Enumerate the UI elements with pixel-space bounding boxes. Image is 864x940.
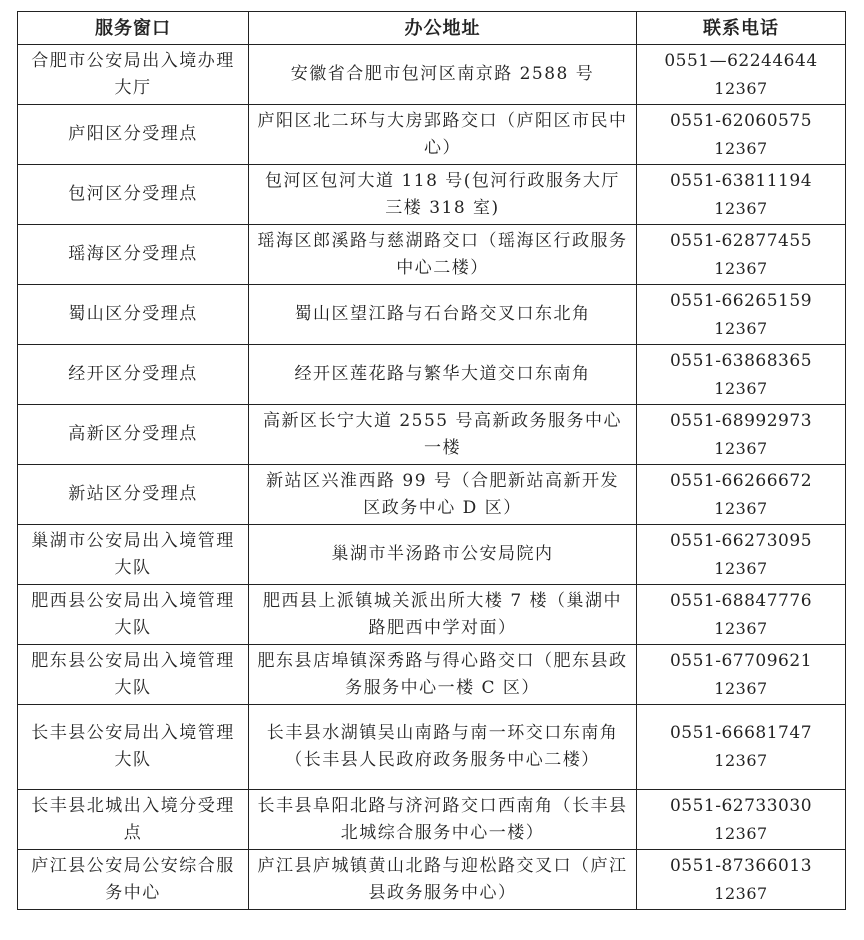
cell-address: 安徽省合肥市包河区南京路 2588 号: [249, 45, 637, 105]
hotline-number: 12367: [714, 558, 768, 578]
cell-phone: [637, 105, 846, 165]
cell-window: 长丰县公安局出入境管理大队: [18, 705, 249, 790]
cell-window: 包河区分受理点: [18, 165, 249, 225]
cell-window: 合肥市公安局出入境办理大厅: [18, 45, 249, 105]
cell-address: 经开区莲花路与繁华大道交口东南角: [249, 345, 637, 405]
cell-address: 庐阳区北二环与大房郢路交口（庐阳区市民中心）: [249, 105, 637, 165]
hotline-number: 12367: [714, 883, 768, 903]
cell-window: 高新区分受理点: [18, 405, 249, 465]
cell-address: 肥东县店埠镇深秀路与得心路交口（肥东县政务服务中心一楼 C 区）: [249, 645, 637, 705]
table-row: [18, 585, 846, 645]
table-row: [18, 405, 846, 465]
table-row: [18, 790, 846, 850]
phone-number: 0551-63868365: [669, 350, 813, 371]
cell-phone: [637, 850, 846, 910]
cell-address: 瑶海区郎溪路与慈湖路交口（瑶海区行政服务中心二楼）: [249, 225, 637, 285]
cell-address: 巢湖市半汤路市公安局院内: [249, 525, 637, 585]
cell-address: 长丰县阜阳北路与济河路交口西南角（长丰县北城综合服务中心一楼）: [249, 790, 637, 850]
table-row: [18, 465, 846, 525]
phone-number: 0551-62877455: [669, 230, 813, 251]
header-address: 办公地址: [249, 12, 637, 45]
cell-phone: [637, 405, 846, 465]
hotline-number: 12367: [714, 618, 768, 638]
phone-number: 0551-66265159: [669, 290, 813, 311]
table-row: [18, 285, 846, 345]
phone-number: 0551-62060575: [669, 110, 813, 131]
table-row: [18, 850, 846, 910]
header-row: [18, 12, 846, 45]
cell-window: 经开区分受理点: [18, 345, 249, 405]
cell-phone: [637, 585, 846, 645]
hotline-number: 12367: [714, 438, 768, 458]
table-row: [18, 705, 846, 790]
cell-phone: [637, 45, 846, 105]
table-row: [18, 525, 846, 585]
table-row: [18, 165, 846, 225]
table-row: [18, 345, 846, 405]
cell-phone: [637, 525, 846, 585]
phone-number: 0551-63811194: [669, 170, 813, 191]
cell-address: 新站区兴淮西路 99 号（合肥新站高新开发区政务中心 D 区）: [249, 465, 637, 525]
cell-phone: [637, 465, 846, 525]
phone-number: 0551—62244644: [664, 50, 818, 71]
phone-number: 0551-87366013: [669, 855, 813, 876]
hotline-number: 12367: [714, 378, 768, 398]
cell-address: 蜀山区望江路与石台路交叉口东北角: [249, 285, 637, 345]
phone-number: 0551-68992973: [669, 410, 813, 431]
cell-phone: [637, 790, 846, 850]
hotline-number: 12367: [714, 198, 768, 218]
table-row: [18, 225, 846, 285]
phone-number: 0551-62733030: [669, 795, 813, 816]
hotline-number: 12367: [714, 138, 768, 158]
cell-phone: [637, 165, 846, 225]
cell-phone: [637, 345, 846, 405]
table-row: [18, 645, 846, 705]
header-window: 服务窗口: [18, 12, 249, 45]
phone-number: 0551-66681747: [669, 723, 813, 743]
hotline-number: 12367: [714, 258, 768, 278]
hotline-number: 12367: [714, 78, 768, 98]
cell-address: 包河区包河大道 118 号(包河行政服务大厅三楼 318 室): [249, 165, 637, 225]
hotline-number: 12367: [714, 318, 768, 338]
cell-phone: [637, 645, 846, 705]
cell-window: 肥西县公安局出入境管理大队: [18, 585, 249, 645]
cell-phone: [637, 285, 846, 345]
cell-address: 肥西县上派镇城关派出所大楼 7 楼（巢湖中路肥西中学对面）: [249, 585, 637, 645]
contact-table: [17, 11, 846, 910]
hotline-number: 12367: [714, 823, 768, 843]
cell-window: 新站区分受理点: [18, 465, 249, 525]
table-body: [18, 45, 846, 910]
phone-number: 0551-68847776: [669, 590, 813, 611]
table-row: [18, 45, 846, 105]
phone-number: 0551-66266672: [669, 470, 813, 491]
contact-table-container: [17, 11, 845, 910]
phone-number: 0551-66273095: [669, 530, 813, 551]
hotline-number: 12367: [714, 751, 768, 770]
cell-window: 庐阳区分受理点: [18, 105, 249, 165]
cell-phone: [637, 705, 846, 790]
cell-window: 长丰县北城出入境分受理点: [18, 790, 249, 850]
table-row: [18, 105, 846, 165]
phone-number: 0551-67709621: [669, 650, 813, 671]
cell-window: 庐江县公安局公安综合服务中心: [18, 850, 249, 910]
cell-window: 肥东县公安局出入境管理大队: [18, 645, 249, 705]
header-phone: 联系电话: [637, 12, 846, 45]
cell-address: 庐江县庐城镇黄山北路与迎松路交叉口（庐江县政务服务中心）: [249, 850, 637, 910]
cell-phone: [637, 225, 846, 285]
hotline-number: 12367: [714, 498, 768, 518]
cell-address: 长丰县水湖镇吴山南路与南一环交口东南角（长丰县人民政府政务服务中心二楼）: [249, 705, 637, 790]
cell-window: 瑶海区分受理点: [18, 225, 249, 285]
cell-window: 蜀山区分受理点: [18, 285, 249, 345]
hotline-number: 12367: [714, 678, 768, 698]
cell-window: 巢湖市公安局出入境管理大队: [18, 525, 249, 585]
cell-address: 高新区长宁大道 2555 号高新政务服务中心一楼: [249, 405, 637, 465]
